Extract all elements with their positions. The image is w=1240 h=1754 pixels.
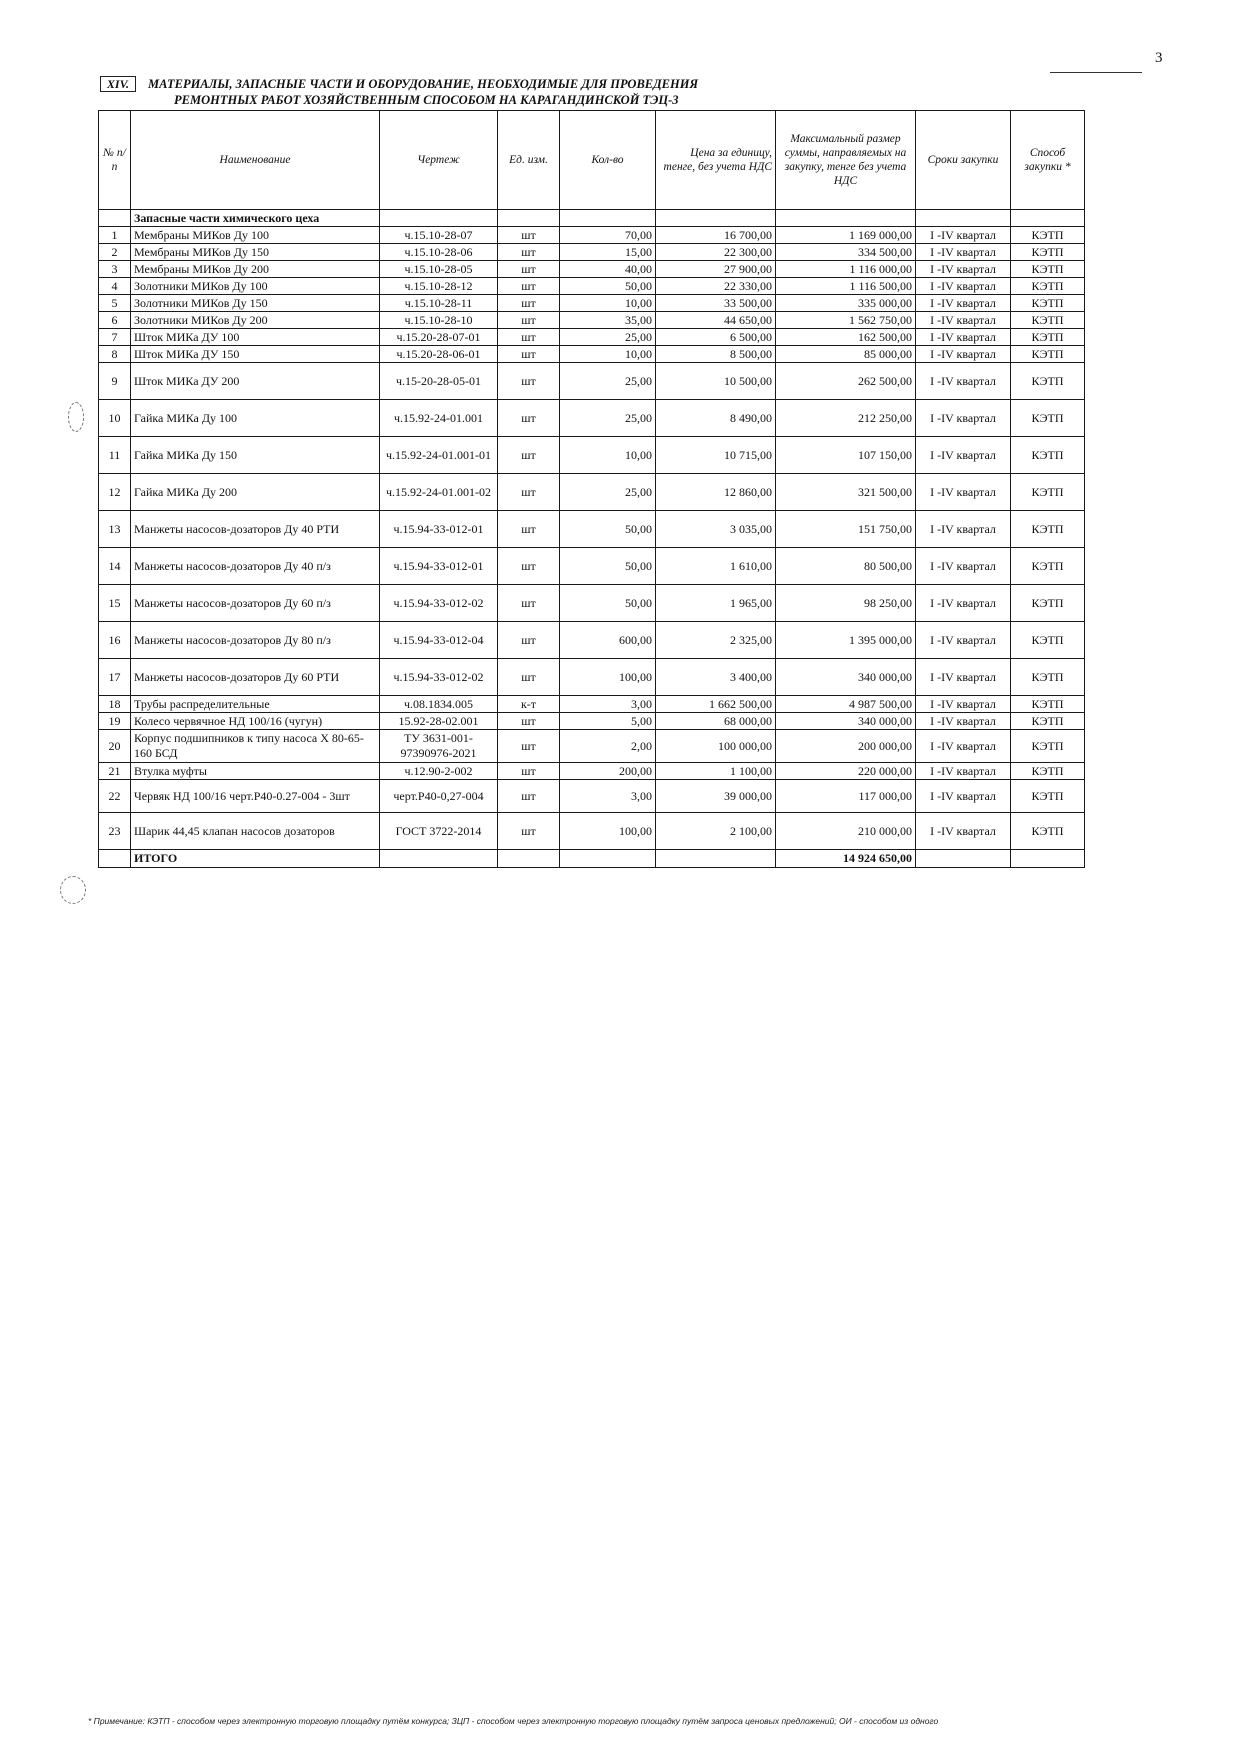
col-unit: Ед. изм. xyxy=(498,111,560,210)
total-sum: 14 924 650,00 xyxy=(776,850,916,868)
row-term: I -IV квартал xyxy=(916,780,1011,813)
table-row xyxy=(99,763,1085,780)
row-price: 2 325,00 xyxy=(656,622,776,659)
row-price: 1 100,00 xyxy=(656,763,776,780)
total-empty-cell xyxy=(498,850,560,868)
row-num: 22 xyxy=(99,780,131,813)
row-num: 4 xyxy=(99,278,131,295)
heading-line-1-text: МАТЕРИАЛЫ, ЗАПАСНЫЕ ЧАСТИ И ОБОРУДОВАНИЕ, НЕОБХОДИМЫЕ ДЛЯ ПРОВЕДЕНИЯ xyxy=(148,77,699,91)
row-term: I -IV квартал xyxy=(916,295,1011,312)
row-term: I -IV квартал xyxy=(916,813,1011,850)
row-drawing: ГОСТ 3722-2014 xyxy=(380,813,498,850)
row-qty: 2,00 xyxy=(560,730,656,763)
section-row xyxy=(99,210,1085,227)
row-method: КЭТП xyxy=(1011,585,1085,622)
row-drawing: ч.15.20-28-06-01 xyxy=(380,346,498,363)
row-price: 1 662 500,00 xyxy=(656,696,776,713)
section-empty-cell xyxy=(560,210,656,227)
row-qty: 25,00 xyxy=(560,363,656,400)
row-unit: шт xyxy=(498,278,560,295)
row-drawing: ч.15.10-28-05 xyxy=(380,261,498,278)
row-price: 1 610,00 xyxy=(656,548,776,585)
table-row xyxy=(99,346,1085,363)
total-label: ИТОГО xyxy=(131,850,380,868)
table-row xyxy=(99,227,1085,244)
row-num: 19 xyxy=(99,713,131,730)
row-drawing: ч.15.92-24-01.001-01 xyxy=(380,437,498,474)
row-name: Гайка МИКа Ду 100 xyxy=(131,400,380,437)
row-drawing: ч.12.90-2-002 xyxy=(380,763,498,780)
row-qty: 40,00 xyxy=(560,261,656,278)
row-term: I -IV квартал xyxy=(916,437,1011,474)
section-empty-cell xyxy=(656,210,776,227)
row-method: КЭТП xyxy=(1011,548,1085,585)
row-name: Мембраны МИКов Ду 150 xyxy=(131,244,380,261)
row-num: 1 xyxy=(99,227,131,244)
row-qty: 100,00 xyxy=(560,659,656,696)
row-name: Золотники МИКов Ду 100 xyxy=(131,278,380,295)
row-unit: шт xyxy=(498,346,560,363)
section-empty-cell xyxy=(916,210,1011,227)
table-row xyxy=(99,696,1085,713)
row-name: Мембраны МИКов Ду 100 xyxy=(131,227,380,244)
table-row xyxy=(99,730,1085,763)
row-num: 18 xyxy=(99,696,131,713)
row-qty: 25,00 xyxy=(560,400,656,437)
row-name: Шток МИКа ДУ 100 xyxy=(131,329,380,346)
row-method: КЭТП xyxy=(1011,511,1085,548)
row-method: КЭТП xyxy=(1011,780,1085,813)
row-method: КЭТП xyxy=(1011,278,1085,295)
row-price: 8 490,00 xyxy=(656,400,776,437)
scan-smudge-mark xyxy=(60,876,86,904)
col-drawing: Чертеж xyxy=(380,111,498,210)
row-method: КЭТП xyxy=(1011,622,1085,659)
heading-line-1 xyxy=(100,76,1000,92)
row-unit: шт xyxy=(498,329,560,346)
row-sum: 210 000,00 xyxy=(776,813,916,850)
section-empty-cell xyxy=(1011,210,1085,227)
total-empty-cell xyxy=(656,850,776,868)
row-qty: 10,00 xyxy=(560,295,656,312)
row-term: I -IV квартал xyxy=(916,622,1011,659)
row-num: 3 xyxy=(99,261,131,278)
row-method: КЭТП xyxy=(1011,730,1085,763)
table-row xyxy=(99,295,1085,312)
top-rule xyxy=(1050,72,1142,73)
row-sum: 4 987 500,00 xyxy=(776,696,916,713)
footnote: * Примечание: КЭТП - способом через электронную торговую площадку путём конкурса; ЗЦП - способом через электронную торговую площадку путём запроса ценовых предложений; ОИ - способом из одного xyxy=(88,1716,939,1726)
row-price: 22 330,00 xyxy=(656,278,776,295)
row-term: I -IV квартал xyxy=(916,278,1011,295)
row-price: 8 500,00 xyxy=(656,346,776,363)
row-drawing: ч.08.1834.005 xyxy=(380,696,498,713)
row-unit: шт xyxy=(498,813,560,850)
row-term: I -IV квартал xyxy=(916,363,1011,400)
row-price: 39 000,00 xyxy=(656,780,776,813)
row-drawing: 15.92-28-02.001 xyxy=(380,713,498,730)
scan-smudge-mark xyxy=(68,402,84,432)
row-num: 2 xyxy=(99,244,131,261)
row-method: КЭТП xyxy=(1011,763,1085,780)
row-num: 8 xyxy=(99,346,131,363)
col-qty: Кол-во xyxy=(560,111,656,210)
row-term: I -IV квартал xyxy=(916,730,1011,763)
row-price: 2 100,00 xyxy=(656,813,776,850)
row-sum: 1 562 750,00 xyxy=(776,312,916,329)
row-name: Шарик 44,45 клапан насосов дозаторов xyxy=(131,813,380,850)
row-price: 3 400,00 xyxy=(656,659,776,696)
row-sum: 107 150,00 xyxy=(776,437,916,474)
col-term: Сроки закупки xyxy=(916,111,1011,210)
row-qty: 25,00 xyxy=(560,329,656,346)
row-sum: 80 500,00 xyxy=(776,548,916,585)
row-qty: 35,00 xyxy=(560,312,656,329)
row-num: 16 xyxy=(99,622,131,659)
row-num: 20 xyxy=(99,730,131,763)
table-row xyxy=(99,329,1085,346)
row-num: 23 xyxy=(99,813,131,850)
table-row xyxy=(99,261,1085,278)
row-num: 5 xyxy=(99,295,131,312)
row-num: 6 xyxy=(99,312,131,329)
row-num: 11 xyxy=(99,437,131,474)
row-num: 14 xyxy=(99,548,131,585)
row-num: 9 xyxy=(99,363,131,400)
row-name: Гайка МИКа Ду 150 xyxy=(131,437,380,474)
row-name: Манжеты насосов-дозаторов Ду 60 п/з xyxy=(131,585,380,622)
row-method: КЭТП xyxy=(1011,813,1085,850)
row-name: Золотники МИКов Ду 150 xyxy=(131,295,380,312)
row-method: КЭТП xyxy=(1011,244,1085,261)
row-sum: 340 000,00 xyxy=(776,713,916,730)
row-qty: 50,00 xyxy=(560,585,656,622)
row-drawing: ч.15.92-24-01.001-02 xyxy=(380,474,498,511)
row-qty: 70,00 xyxy=(560,227,656,244)
row-sum: 151 750,00 xyxy=(776,511,916,548)
row-unit: шт xyxy=(498,780,560,813)
row-term: I -IV квартал xyxy=(916,696,1011,713)
row-price: 22 300,00 xyxy=(656,244,776,261)
row-qty: 3,00 xyxy=(560,780,656,813)
row-sum: 200 000,00 xyxy=(776,730,916,763)
row-term: I -IV квартал xyxy=(916,227,1011,244)
table-row xyxy=(99,312,1085,329)
row-term: I -IV квартал xyxy=(916,400,1011,437)
section-title: Запасные части химического цеха xyxy=(131,210,380,227)
row-num: 21 xyxy=(99,763,131,780)
row-price: 10 500,00 xyxy=(656,363,776,400)
table-body xyxy=(99,210,1085,850)
row-name: Мембраны МИКов Ду 200 xyxy=(131,261,380,278)
total-empty-cell xyxy=(916,850,1011,868)
row-drawing: ч.15-20-28-05-01 xyxy=(380,363,498,400)
row-sum: 335 000,00 xyxy=(776,295,916,312)
table-row xyxy=(99,659,1085,696)
row-price: 27 900,00 xyxy=(656,261,776,278)
col-name: Наименование xyxy=(131,111,380,210)
row-sum: 85 000,00 xyxy=(776,346,916,363)
row-term: I -IV квартал xyxy=(916,585,1011,622)
row-qty: 25,00 xyxy=(560,474,656,511)
section-num-cell xyxy=(99,210,131,227)
row-unit: шт xyxy=(498,400,560,437)
row-price: 33 500,00 xyxy=(656,295,776,312)
row-qty: 200,00 xyxy=(560,763,656,780)
row-unit: шт xyxy=(498,244,560,261)
row-name: Манжеты насосов-дозаторов Ду 80 п/з xyxy=(131,622,380,659)
row-name: Золотники МИКов Ду 200 xyxy=(131,312,380,329)
row-term: I -IV квартал xyxy=(916,244,1011,261)
row-price: 16 700,00 xyxy=(656,227,776,244)
row-method: КЭТП xyxy=(1011,363,1085,400)
row-term: I -IV квартал xyxy=(916,474,1011,511)
row-qty: 50,00 xyxy=(560,548,656,585)
section-empty-cell xyxy=(380,210,498,227)
row-unit: шт xyxy=(498,511,560,548)
row-drawing: ч.15.10-28-11 xyxy=(380,295,498,312)
table-row xyxy=(99,244,1085,261)
row-unit: шт xyxy=(498,363,560,400)
row-qty: 15,00 xyxy=(560,244,656,261)
row-term: I -IV квартал xyxy=(916,659,1011,696)
row-sum: 1 116 500,00 xyxy=(776,278,916,295)
row-unit: к-т xyxy=(498,696,560,713)
row-method: КЭТП xyxy=(1011,474,1085,511)
table-row xyxy=(99,780,1085,813)
table-row xyxy=(99,400,1085,437)
row-qty: 50,00 xyxy=(560,511,656,548)
row-price: 68 000,00 xyxy=(656,713,776,730)
col-num: № п/п xyxy=(99,111,131,210)
row-term: I -IV квартал xyxy=(916,511,1011,548)
row-term: I -IV квартал xyxy=(916,312,1011,329)
row-sum: 162 500,00 xyxy=(776,329,916,346)
row-unit: шт xyxy=(498,659,560,696)
row-method: КЭТП xyxy=(1011,227,1085,244)
row-sum: 262 500,00 xyxy=(776,363,916,400)
row-method: КЭТП xyxy=(1011,659,1085,696)
row-unit: шт xyxy=(498,713,560,730)
row-drawing: ч.15.94-33-012-02 xyxy=(380,659,498,696)
row-name: Манжеты насосов-дозаторов Ду 40 п/з xyxy=(131,548,380,585)
row-sum: 321 500,00 xyxy=(776,474,916,511)
table-header-row xyxy=(99,111,1085,210)
row-price: 6 500,00 xyxy=(656,329,776,346)
row-unit: шт xyxy=(498,585,560,622)
row-drawing: ТУ 3631-001-97390976-2021 xyxy=(380,730,498,763)
row-sum: 340 000,00 xyxy=(776,659,916,696)
section-heading xyxy=(100,76,1000,108)
row-method: КЭТП xyxy=(1011,437,1085,474)
total-empty-cell xyxy=(1011,850,1085,868)
row-unit: шт xyxy=(498,227,560,244)
row-unit: шт xyxy=(498,261,560,278)
row-sum: 1 116 000,00 xyxy=(776,261,916,278)
table-row xyxy=(99,585,1085,622)
row-name: Гайка МИКа Ду 200 xyxy=(131,474,380,511)
row-drawing: ч.15.92-24-01.001 xyxy=(380,400,498,437)
row-method: КЭТП xyxy=(1011,295,1085,312)
row-unit: шт xyxy=(498,312,560,329)
section-number: XIV. xyxy=(100,76,136,92)
row-price: 12 860,00 xyxy=(656,474,776,511)
col-max-sum: Максимальный размер суммы, направляемых на закупку, тенге без учета НДС xyxy=(776,111,916,210)
row-name: Манжеты насосов-дозаторов Ду 40 РТИ xyxy=(131,511,380,548)
row-num: 10 xyxy=(99,400,131,437)
table-row xyxy=(99,363,1085,400)
row-drawing: ч.15.94-33-012-02 xyxy=(380,585,498,622)
row-name: Корпус подшипников к типу насоса Х 80-65-160 БСД xyxy=(131,730,380,763)
row-unit: шт xyxy=(498,730,560,763)
col-method: Способ закупки * xyxy=(1011,111,1085,210)
row-term: I -IV квартал xyxy=(916,346,1011,363)
section-empty-cell xyxy=(776,210,916,227)
row-qty: 10,00 xyxy=(560,346,656,363)
row-sum: 1 169 000,00 xyxy=(776,227,916,244)
row-drawing: ч.15.20-28-07-01 xyxy=(380,329,498,346)
row-qty: 3,00 xyxy=(560,696,656,713)
row-method: КЭТП xyxy=(1011,400,1085,437)
row-method: КЭТП xyxy=(1011,312,1085,329)
row-drawing: ч.15.94-33-012-01 xyxy=(380,548,498,585)
row-unit: шт xyxy=(498,763,560,780)
row-name: Трубы распределительные xyxy=(131,696,380,713)
row-unit: шт xyxy=(498,474,560,511)
table-row xyxy=(99,548,1085,585)
total-empty-cell xyxy=(560,850,656,868)
total-empty-cell xyxy=(380,850,498,868)
row-num: 17 xyxy=(99,659,131,696)
materials-table xyxy=(98,110,1085,868)
table-row xyxy=(99,474,1085,511)
row-method: КЭТП xyxy=(1011,713,1085,730)
row-drawing: ч.15.94-33-012-04 xyxy=(380,622,498,659)
row-name: Втулка муфты xyxy=(131,763,380,780)
row-price: 100 000,00 xyxy=(656,730,776,763)
row-qty: 10,00 xyxy=(560,437,656,474)
page-number: 3 xyxy=(1155,50,1163,66)
table-row xyxy=(99,437,1085,474)
row-qty: 600,00 xyxy=(560,622,656,659)
row-qty: 5,00 xyxy=(560,713,656,730)
table-row xyxy=(99,278,1085,295)
total-row xyxy=(99,850,1085,868)
row-qty: 100,00 xyxy=(560,813,656,850)
total-empty-cell xyxy=(99,850,131,868)
row-unit: шт xyxy=(498,437,560,474)
row-num: 13 xyxy=(99,511,131,548)
row-name: Шток МИКа ДУ 150 xyxy=(131,346,380,363)
row-drawing: ч.15.10-28-10 xyxy=(380,312,498,329)
row-name: Манжеты насосов-дозаторов Ду 60 РТИ xyxy=(131,659,380,696)
row-drawing: ч.15.94-33-012-01 xyxy=(380,511,498,548)
heading-line-2: РЕМОНТНЫХ РАБОТ ХОЗЯЙСТВЕННЫМ СПОСОБОМ НА КАРАГАНДИНСКОЙ ТЭЦ-3 xyxy=(174,93,679,107)
table-row xyxy=(99,511,1085,548)
row-sum: 220 000,00 xyxy=(776,763,916,780)
row-method: КЭТП xyxy=(1011,261,1085,278)
row-sum: 117 000,00 xyxy=(776,780,916,813)
row-sum: 1 395 000,00 xyxy=(776,622,916,659)
row-sum: 334 500,00 xyxy=(776,244,916,261)
row-term: I -IV квартал xyxy=(916,548,1011,585)
table-row xyxy=(99,713,1085,730)
row-sum: 98 250,00 xyxy=(776,585,916,622)
section-empty-cell xyxy=(498,210,560,227)
row-drawing: ч.15.10-28-12 xyxy=(380,278,498,295)
row-drawing: черт.Р40-0,27-004 xyxy=(380,780,498,813)
row-name: Шток МИКа ДУ 200 xyxy=(131,363,380,400)
row-num: 12 xyxy=(99,474,131,511)
row-name: Червяк НД 100/16 черт.Р40-0.27-004 - 3шт xyxy=(131,780,380,813)
row-term: I -IV квартал xyxy=(916,261,1011,278)
row-sum: 212 250,00 xyxy=(776,400,916,437)
row-num: 15 xyxy=(99,585,131,622)
table-row xyxy=(99,813,1085,850)
row-method: КЭТП xyxy=(1011,329,1085,346)
row-term: I -IV квартал xyxy=(916,329,1011,346)
row-price: 3 035,00 xyxy=(656,511,776,548)
table-row xyxy=(99,622,1085,659)
col-price: Цена за единицу, тенге, без учета НДС xyxy=(656,111,776,210)
row-unit: шт xyxy=(498,295,560,312)
row-price: 10 715,00 xyxy=(656,437,776,474)
row-price: 44 650,00 xyxy=(656,312,776,329)
row-unit: шт xyxy=(498,622,560,659)
row-drawing: ч.15.10-28-07 xyxy=(380,227,498,244)
row-unit: шт xyxy=(498,548,560,585)
row-drawing: ч.15.10-28-06 xyxy=(380,244,498,261)
row-num: 7 xyxy=(99,329,131,346)
row-price: 1 965,00 xyxy=(656,585,776,622)
row-term: I -IV квартал xyxy=(916,713,1011,730)
row-term: I -IV квартал xyxy=(916,763,1011,780)
row-method: КЭТП xyxy=(1011,696,1085,713)
row-name: Колесо червячное НД 100/16 (чугун) xyxy=(131,713,380,730)
row-method: КЭТП xyxy=(1011,346,1085,363)
row-qty: 50,00 xyxy=(560,278,656,295)
